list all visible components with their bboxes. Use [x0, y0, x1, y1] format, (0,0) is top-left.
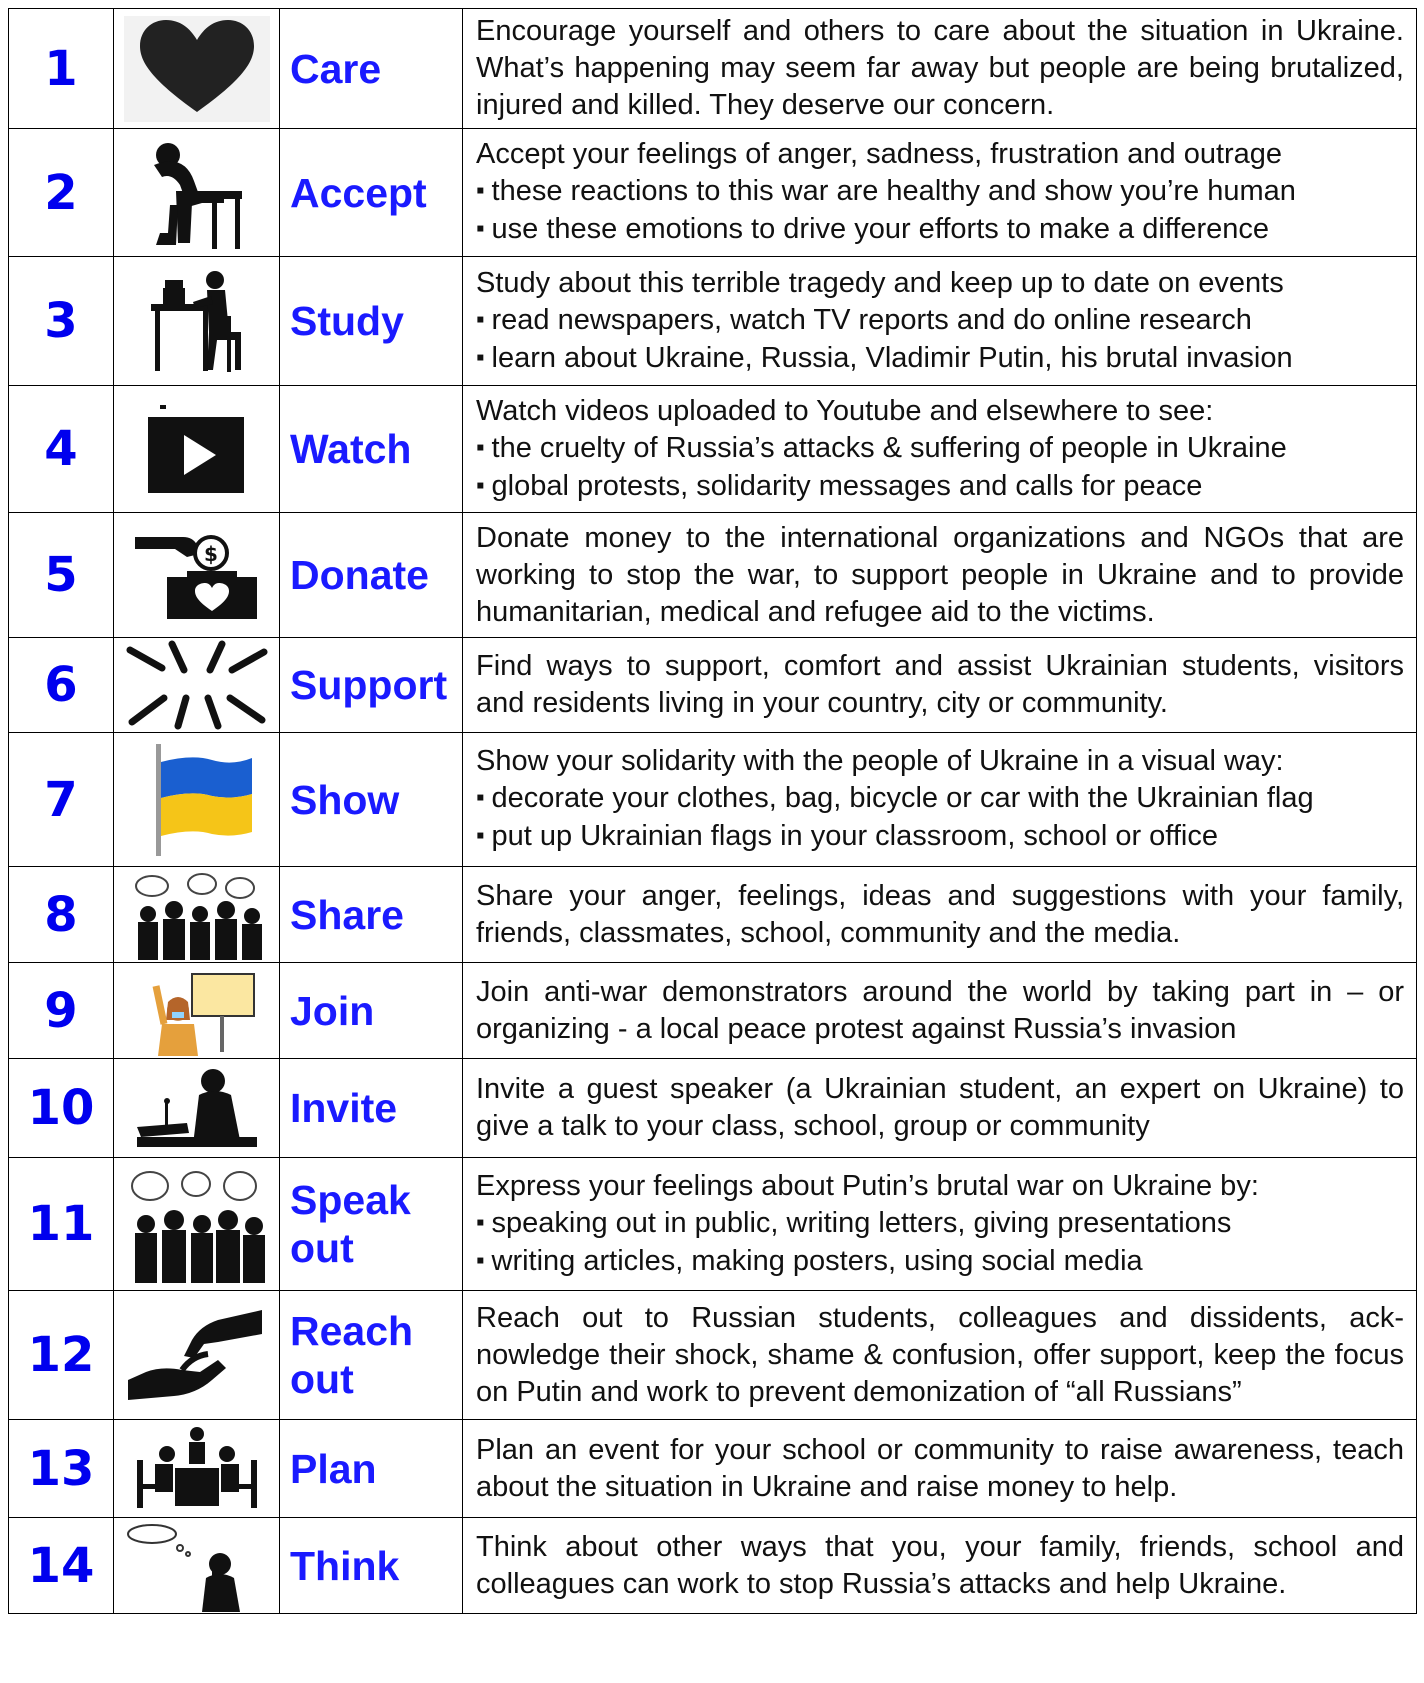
- table-row: [9, 867, 1417, 963]
- action-verb: Share: [280, 867, 463, 963]
- table-row: [9, 129, 1417, 257]
- action-verb: Support: [280, 638, 463, 733]
- donation-box-icon: [114, 513, 280, 638]
- ukraine-flag-icon: [114, 733, 280, 867]
- action-verb: Show: [280, 733, 463, 867]
- table-row: [9, 1158, 1417, 1291]
- action-description: Invite a guest speaker (a Ukrainian student, an expert on Ukraine) to give a talk to your class, school, group or community: [463, 1059, 1417, 1158]
- row-number: 2: [9, 129, 114, 257]
- table-row: [9, 733, 1417, 867]
- row-number: 6: [9, 638, 114, 733]
- video-play-icon: [114, 386, 280, 513]
- action-description: Study about this terrible tragedy and keep up to date on events ▪ read newspapers, watch TV reports and do online research ▪ learn about Ukraine, Russia, Vladimir Putin, his brutal invasion: [463, 257, 1417, 386]
- reaching-hands-icon: [114, 638, 280, 733]
- action-verb: Plan: [280, 1420, 463, 1518]
- table-row: [9, 963, 1417, 1059]
- heart-icon: [114, 9, 280, 129]
- action-verb: Think: [280, 1518, 463, 1614]
- helping-hands-icon: [114, 1291, 280, 1420]
- row-number: 14: [9, 1518, 114, 1614]
- table-row: [9, 386, 1417, 513]
- table-row: [9, 9, 1417, 129]
- row-number: 5: [9, 513, 114, 638]
- table-row: [9, 1420, 1417, 1518]
- row-number: 8: [9, 867, 114, 963]
- table-row: [9, 257, 1417, 386]
- action-verb: Reach out: [280, 1291, 463, 1420]
- row-number: 12: [9, 1291, 114, 1420]
- row-number: 11: [9, 1158, 114, 1291]
- actions-table: [8, 8, 1417, 1614]
- row-number: 7: [9, 733, 114, 867]
- table-row: [9, 1059, 1417, 1158]
- table-row: [9, 1291, 1417, 1420]
- action-verb: Accept: [280, 129, 463, 257]
- table-row: [9, 638, 1417, 733]
- action-verb: Watch: [280, 386, 463, 513]
- speaker-podium-icon: [114, 1059, 280, 1158]
- protester-sign-icon: [114, 963, 280, 1059]
- action-description: Donate money to the international organizations and NGOs that are working to stop the war, to support people in Ukraine and to provide humanitarian, medical and refugee aid to the victims.: [463, 513, 1417, 638]
- row-number: 1: [9, 9, 114, 129]
- action-description: Show your solidarity with the people of Ukraine in a visual way: ▪ decorate your clothes, bag, bicycle or car with the Ukrainian flag ▪ put up Ukrainian flags in your classroom, school or office: [463, 733, 1417, 867]
- action-description: Plan an event for your school or community to raise awareness, teach about the situation in Ukraine and raise money to help.: [463, 1420, 1417, 1518]
- action-description: Think about other ways that you, your family, friends, school and colleagues can work to stop Russia’s attacks and help Ukraine.: [463, 1518, 1417, 1614]
- table-row: [9, 513, 1417, 638]
- action-description: Share your anger, feelings, ideas and suggestions with your family, friends, classmates, school, community and the media.: [463, 867, 1417, 963]
- row-number: 13: [9, 1420, 114, 1518]
- action-verb: Donate: [280, 513, 463, 638]
- table-row: [9, 1518, 1417, 1614]
- action-verb: Care: [280, 9, 463, 129]
- crowd-speech-icon: [114, 1158, 280, 1291]
- svg-text:$: $: [203, 542, 218, 566]
- studying-person-icon: [114, 257, 280, 386]
- action-description: Find ways to support, comfort and assist Ukrainian students, visitors and residents living in your country, city or community.: [463, 638, 1417, 733]
- sitting-person-icon: [114, 129, 280, 257]
- row-number: 10: [9, 1059, 114, 1158]
- row-number: 4: [9, 386, 114, 513]
- action-description: Express your feelings about Putin’s brutal war on Ukraine by: ▪ speaking out in public, writing letters, giving presentations ▪ writing articles, making posters, using social media: [463, 1158, 1417, 1291]
- action-verb: Join: [280, 963, 463, 1059]
- action-description: Watch videos uploaded to Youtube and elsewhere to see: ▪ the cruelty of Russia’s attacks & suffering of people in Ukraine ▪ global protests, solidarity messages and calls for peace: [463, 386, 1417, 513]
- action-description: Reach out to Russian students, colleagues and dissidents, ack-nowledge their shock, shame & confusion, offer support, keep the focus on Putin and work to prevent demonization of “all Russians”: [463, 1291, 1417, 1420]
- meeting-table-icon: [114, 1420, 280, 1518]
- action-verb: Study: [280, 257, 463, 386]
- action-description: Join anti-war demonstrators around the world by taking part in – or organizing - a local peace protest against Russia’s invasion: [463, 963, 1417, 1059]
- row-number: 9: [9, 963, 114, 1059]
- action-description: Accept your feelings of anger, sadness, frustration and outrage ▪ these reactions to this war are healthy and show you’re human ▪ use these emotions to drive your efforts to make a difference: [463, 129, 1417, 257]
- action-verb: Speak out: [280, 1158, 463, 1291]
- crowd-speech-icon: [114, 867, 280, 963]
- action-description: Encourage yourself and others to care about the situation in Ukraine. What’s happening may seem far away but people are being brutalized, injured and killed. They deserve our concern.: [463, 9, 1417, 129]
- row-number: 3: [9, 257, 114, 386]
- action-verb: Invite: [280, 1059, 463, 1158]
- thinking-person-icon: [114, 1518, 280, 1614]
